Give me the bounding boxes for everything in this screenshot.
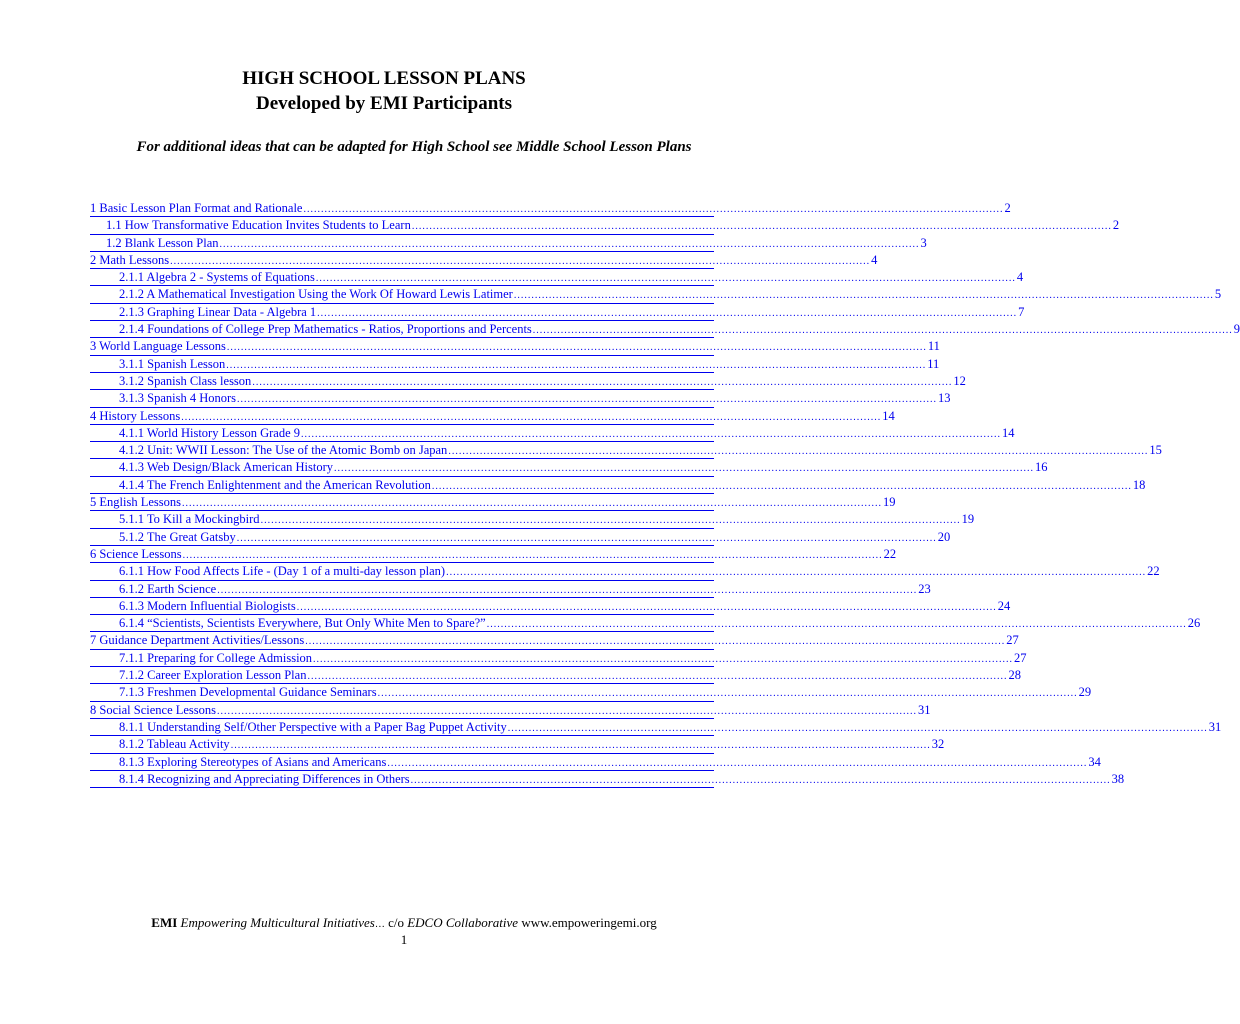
toc-entry[interactable] bbox=[90, 338, 940, 355]
toc-leader-dots: ........................................................................................................................................................................................................ bbox=[182, 549, 883, 561]
footer-ellipsis: … bbox=[374, 919, 385, 930]
toc-entry-page: 4 bbox=[871, 252, 878, 267]
toc-leader-dots: ........................................................................................................................................................................................................ bbox=[377, 688, 1078, 700]
toc-leader-dots: ........................................................................................................................................................................................................ bbox=[296, 601, 997, 613]
toc-entry[interactable] bbox=[90, 615, 1201, 632]
toc-entry[interactable] bbox=[90, 719, 1222, 736]
toc-entry-label: 2 Math Lessons bbox=[90, 252, 170, 267]
toc-entry-label: 4.1.4 The French Enlightenment and the American Revolution bbox=[119, 477, 431, 492]
toc-entry[interactable] bbox=[90, 754, 1101, 771]
toc-entry-page: 19 bbox=[882, 495, 896, 510]
toc-entry[interactable] bbox=[90, 408, 895, 425]
toc-leader-dots: ........................................................................................................................................................................................................ bbox=[230, 740, 931, 752]
toc-leader-dots: ........................................................................................................................................................................................................ bbox=[410, 774, 1111, 786]
toc-entry-label: 8.1.2 Tableau Activity bbox=[119, 737, 230, 752]
toc-entry-page: 28 bbox=[1008, 668, 1021, 683]
toc-leader-dots: ........................................................................................................................................................................................................ bbox=[226, 342, 927, 354]
toc-leader-dots: ........................................................................................................................................................................................................ bbox=[507, 722, 1208, 734]
toc-leader-dots: ........................................................................................................................................................................................................ bbox=[303, 204, 1004, 215]
toc-entry-page: 22 bbox=[1147, 564, 1160, 579]
toc-entry[interactable] bbox=[90, 511, 975, 528]
toc-entry-page: 14 bbox=[882, 408, 895, 423]
toc-entry[interactable] bbox=[90, 667, 1021, 684]
toc-entry-page: 11 bbox=[927, 356, 940, 371]
toc-entry[interactable] bbox=[90, 373, 966, 390]
title-line-2: Developed by EMI Participants bbox=[256, 93, 512, 114]
toc-entry-label: 8 Social Science Lessons bbox=[90, 702, 217, 717]
toc-entry-page: 16 bbox=[1035, 460, 1048, 475]
toc-entry-page: 14 bbox=[1002, 425, 1015, 440]
toc-entry-page: 29 bbox=[1078, 685, 1092, 700]
toc-entry-page: 22 bbox=[883, 546, 897, 561]
toc-leader-dots: ........................................................................................................................................................................................................ bbox=[486, 619, 1187, 631]
subtitle-note: For additional ideas that can be adapted for High School see Middle School Lesson Plans bbox=[136, 139, 692, 155]
toc-entry-label: 3 World Language Lessons bbox=[90, 339, 226, 354]
toc-entry-page: 32 bbox=[931, 737, 945, 752]
toc-entry-page: 5 bbox=[1214, 287, 1222, 302]
toc-leader-dots: ........................................................................................................................................................................................................ bbox=[305, 636, 1006, 648]
toc-entry-page: 11 bbox=[927, 339, 940, 354]
toc-entry-page: 13 bbox=[938, 391, 951, 406]
footer-website: www.empoweringemi.org bbox=[521, 915, 657, 930]
toc-entry[interactable] bbox=[90, 459, 1048, 476]
toc-leader-dots: ........................................................................................................................................................................................................ bbox=[315, 273, 1016, 285]
toc-entry-label: 6.1.4 “Scientists, Scientists Everywhere, But Only White Men to Spare?” bbox=[119, 616, 486, 631]
toc-leader-dots: ........................................................................................................................................................................................................ bbox=[532, 325, 1233, 337]
toc-entry[interactable] bbox=[90, 321, 1240, 338]
toc-entry[interactable] bbox=[90, 598, 1011, 615]
toc-leader-dots: ........................................................................................................................................................................................................ bbox=[217, 705, 918, 717]
toc-entry-label: 3.1.1 Spanish Lesson bbox=[119, 356, 226, 371]
title-line-1: HIGH SCHOOL LESSON PLANS bbox=[242, 68, 526, 89]
toc-entry-label: 1 Basic Lesson Plan Format and Rationale bbox=[90, 201, 303, 215]
toc-leader-dots: ........................................................................................................................................................................................................ bbox=[226, 359, 927, 371]
toc-entry[interactable] bbox=[90, 563, 1160, 580]
toc-leader-dots: ........................................................................................................................................................................................................ bbox=[307, 671, 1008, 683]
toc-entry-page: 20 bbox=[937, 529, 951, 544]
toc-leader-dots: ........................................................................................................................................................................................................ bbox=[411, 221, 1112, 233]
toc-leader-dots: ........................................................................................................................................................................................................ bbox=[334, 463, 1035, 475]
toc-entry-page: 31 bbox=[1208, 719, 1222, 734]
toc-leader-dots: ........................................................................................................................................................................................................ bbox=[431, 480, 1132, 492]
toc-entry[interactable] bbox=[90, 650, 1027, 667]
toc-entry-page: 38 bbox=[1111, 771, 1125, 786]
toc-leader-dots: ........................................................................................................................................................................................................ bbox=[181, 411, 882, 423]
toc-entry-label: 7.1.2 Career Exploration Lesson Plan bbox=[119, 668, 307, 683]
toc-leader-dots: ........................................................................................................................................................................................................ bbox=[260, 515, 961, 527]
toc-leader-dots: ........................................................................................................................................................................................................ bbox=[237, 394, 938, 406]
toc-entry-page: 31 bbox=[918, 702, 931, 717]
toc-leader-dots: ........................................................................................................................................................................................................ bbox=[217, 584, 918, 596]
toc-entry[interactable] bbox=[90, 356, 940, 373]
toc-entry[interactable] bbox=[90, 425, 1015, 442]
toc-entry[interactable] bbox=[90, 235, 927, 252]
toc-entry[interactable] bbox=[90, 546, 897, 563]
toc-entry-label: 6 Science Lessons bbox=[90, 546, 182, 561]
toc-entry[interactable] bbox=[90, 286, 1222, 303]
toc-entry-page: 18 bbox=[1132, 477, 1146, 492]
toc-entry-page: 19 bbox=[961, 512, 975, 527]
page-number: 1 bbox=[400, 932, 408, 947]
toc-entry-label: 2.1.4 Foundations of College Prep Mathematics - Ratios, Proportions and Percents bbox=[119, 322, 532, 337]
toc-leader-dots: ........................................................................................................................................................................................................ bbox=[317, 307, 1018, 319]
toc-leader-dots: ........................................................................................................................................................................................................ bbox=[219, 238, 920, 250]
toc-entry-label: 5.1.2 The Great Gatsby bbox=[119, 529, 236, 544]
toc-entry-label: 7.1.1 Preparing for College Admission bbox=[119, 650, 313, 665]
toc-leader-dots: ........................................................................................................................................................................................................ bbox=[513, 290, 1214, 302]
toc-entry-page: 23 bbox=[918, 581, 931, 596]
toc-entry[interactable] bbox=[90, 217, 1120, 234]
footer-care-of: c/o bbox=[384, 915, 408, 930]
toc-entry[interactable] bbox=[90, 736, 945, 753]
toc-entry-label: 3.1.2 Spanish Class lesson bbox=[119, 373, 252, 388]
toc-entry-page: 27 bbox=[1014, 650, 1027, 665]
toc-entry-label: 6.1.1 How Food Affects Life - (Day 1 of a multi-day lesson plan) bbox=[119, 564, 446, 579]
toc-entry-page: 3 bbox=[920, 235, 927, 250]
toc-entry-page: 2 bbox=[1004, 201, 1011, 215]
toc-entry[interactable] bbox=[90, 771, 1125, 788]
footer-collaborative: EDCO Collaborative bbox=[407, 915, 519, 930]
toc-entry[interactable] bbox=[90, 494, 896, 511]
toc-leader-dots: ........................................................................................................................................................................................................ bbox=[446, 567, 1147, 579]
footer-org-short: EMI bbox=[151, 915, 178, 930]
toc-entry[interactable] bbox=[90, 581, 931, 598]
toc-entry-label: 2.1.3 Graphing Linear Data - Algebra 1 bbox=[119, 304, 317, 319]
toc-entry-page: 4 bbox=[1016, 270, 1024, 285]
toc-entry-label: 1.1 How Transformative Education Invites Students to Learn bbox=[106, 218, 411, 233]
toc-leader-dots: ........................................................................................................................................................................................................ bbox=[252, 376, 953, 388]
toc-entry[interactable] bbox=[90, 390, 951, 407]
toc-entry-label: 8.1.1 Understanding Self/Other Perspective with a Paper Bag Puppet Activity bbox=[119, 719, 507, 734]
toc-leader-dots: ........................................................................................................................................................................................................ bbox=[170, 255, 871, 267]
table-of-contents bbox=[90, 200, 1240, 788]
toc-leader-dots: ........................................................................................................................................................................................................ bbox=[313, 653, 1014, 665]
toc-entry[interactable] bbox=[90, 702, 931, 719]
toc-entry[interactable] bbox=[90, 684, 1092, 701]
toc-leader-dots: ........................................................................................................................................................................................................ bbox=[236, 532, 937, 544]
toc-entry-page: 15 bbox=[1149, 443, 1162, 458]
page-footer bbox=[0, 914, 808, 934]
footer-org-full: Empowering Multicultural Initiatives bbox=[180, 915, 375, 930]
toc-entry-page: 12 bbox=[953, 373, 966, 388]
toc-entry-label: 7 Guidance Department Activities/Lessons bbox=[90, 633, 305, 648]
toc-entry-label: 8.1.4 Recognizing and Appreciating Differences in Others bbox=[119, 771, 410, 786]
toc-entry-label: 8.1.3 Exploring Stereotypes of Asians and Americans bbox=[119, 754, 387, 769]
toc-entry-label: 5.1.1 To Kill a Mockingbird bbox=[119, 512, 260, 527]
toc-entry[interactable] bbox=[90, 632, 1019, 649]
toc-entry-label: 4.1.3 Web Design/Black American History bbox=[119, 460, 334, 475]
toc-entry-page: 27 bbox=[1006, 633, 1019, 648]
toc-entry[interactable] bbox=[90, 269, 1024, 286]
toc-entry-page: 24 bbox=[997, 598, 1011, 613]
toc-entry-label: 1.2 Blank Lesson Plan bbox=[106, 235, 219, 250]
toc-entry-page: 2 bbox=[1112, 218, 1120, 233]
toc-entry[interactable] bbox=[90, 304, 1025, 321]
toc-leader-dots: ........................................................................................................................................................................................................ bbox=[181, 498, 882, 510]
toc-entry[interactable] bbox=[90, 200, 1011, 217]
toc-leader-dots: ........................................................................................................................................................................................................ bbox=[448, 446, 1149, 458]
toc-entry[interactable] bbox=[90, 529, 951, 546]
toc-entry-page: 7 bbox=[1018, 304, 1025, 319]
toc-entry-label: 4.1.2 Unit: WWII Lesson: The Use of the Atomic Bomb on Japan bbox=[119, 443, 448, 458]
toc-entry-label: 2.1.2 A Mathematical Investigation Using the Work Of Howard Lewis Latimer bbox=[119, 287, 513, 302]
toc-entry-label: 7.1.3 Freshmen Developmental Guidance Seminars bbox=[119, 685, 377, 700]
toc-entry-label: 4 History Lessons bbox=[90, 408, 181, 423]
toc-entry-label: 2.1.1 Algebra 2 - Systems of Equations bbox=[119, 270, 315, 285]
toc-entry[interactable] bbox=[90, 442, 1162, 459]
toc-entry-label: 4.1.1 World History Lesson Grade 9 bbox=[119, 425, 301, 440]
document-title bbox=[0, 66, 768, 116]
toc-entry-page: 9 bbox=[1233, 322, 1240, 337]
toc-entry[interactable] bbox=[90, 477, 1146, 494]
toc-entry-label: 5 English Lessons bbox=[90, 495, 181, 510]
toc-leader-dots: ........................................................................................................................................................................................................ bbox=[301, 428, 1002, 440]
toc-entry-page: 26 bbox=[1187, 616, 1201, 631]
toc-entry-page: 34 bbox=[1088, 754, 1101, 769]
toc-entry[interactable] bbox=[90, 252, 878, 269]
toc-entry-label: 3.1.3 Spanish 4 Honors bbox=[119, 391, 237, 406]
toc-leader-dots: ........................................................................................................................................................................................................ bbox=[387, 757, 1088, 769]
toc-entry-label: 6.1.3 Modern Influential Biologists bbox=[119, 598, 296, 613]
toc-entry-label: 6.1.2 Earth Science bbox=[119, 581, 217, 596]
